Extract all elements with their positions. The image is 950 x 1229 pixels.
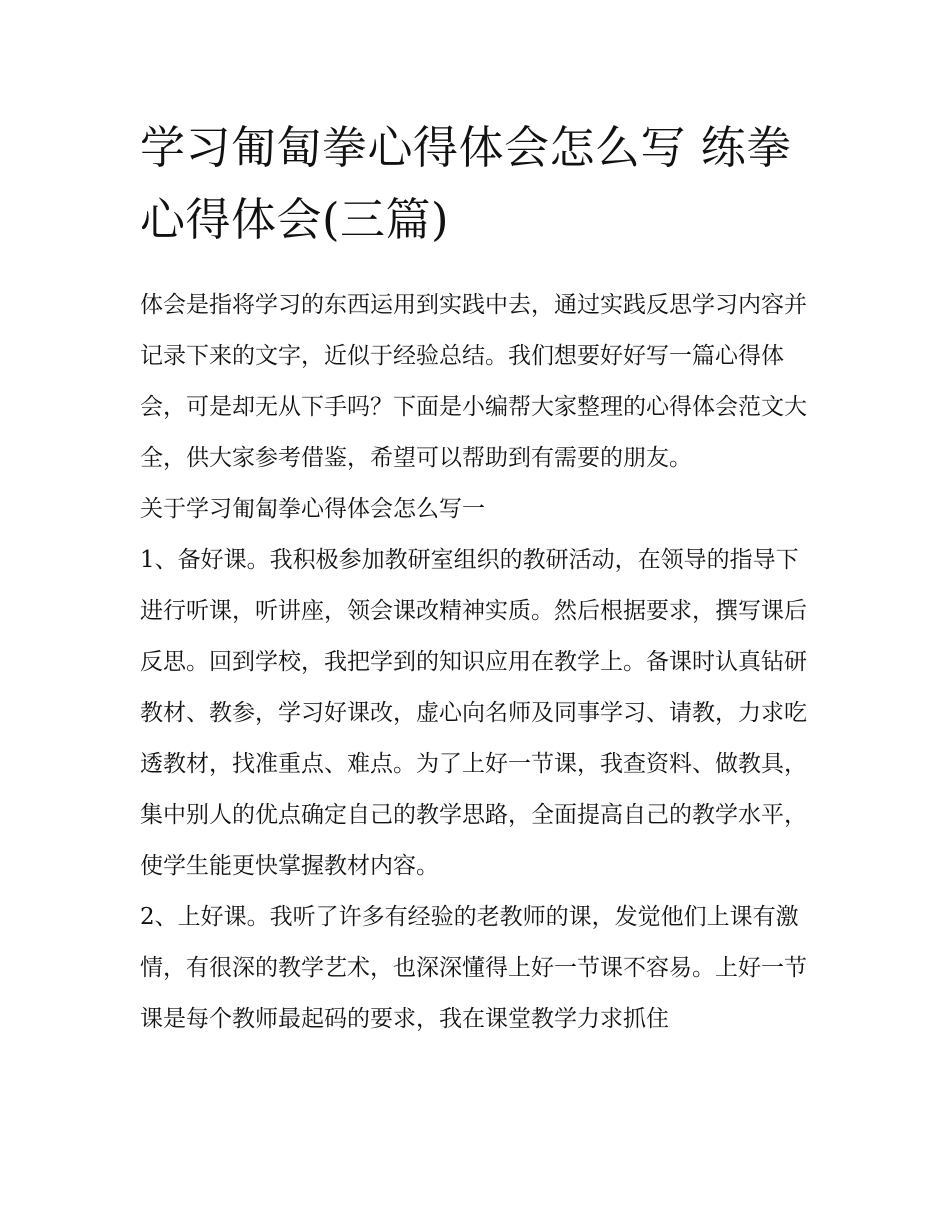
intro-paragraph: 体会是指将学习的东西运用到实践中去，通过实践反思学习内容并记录下来的文字，近似于经验总结。我们想要好好写一篇心得体会，可是却无从下手吗？下面是小编帮大家整理的心得体会范文大全，供大家参考借鉴，希望可以帮助到有需要的朋友。 xyxy=(140,292,807,471)
document-body xyxy=(140,280,820,1045)
document-title: 学习匍匐拳心得体会怎么写 练拳心得体会(三篇) xyxy=(140,121,792,246)
body-paragraph: 1、备好课。我积极参加教研室组织的教研活动，在领导的指导下进行听课，听讲座，领会课改精神实质。然后根据要求，撰写课后反思。回到学校，我把学到的知识应用在教学上。备课时认真钻研教材、教参，学习好课改，虚心向名师及同事学习、请教，力求吃透教材，找准重点、难点。为了上好一节课，我查资料、做教具，集中别人的优点确定自己的教学思路，全面提高自己的教学水平，使学生能更快掌握教材内容。 xyxy=(140,547,807,879)
section-heading: 关于学习匍匐拳心得体会怎么写一 xyxy=(140,496,485,522)
body-paragraph: 2、上好课。我听了许多有经验的老教师的课，发觉他们上课有激情，有很深的教学艺术，也深深懂得上好一节课不容易。上好一节课是每个教师最起码的要求，我在课堂教学力求抓住 xyxy=(140,904,807,1032)
